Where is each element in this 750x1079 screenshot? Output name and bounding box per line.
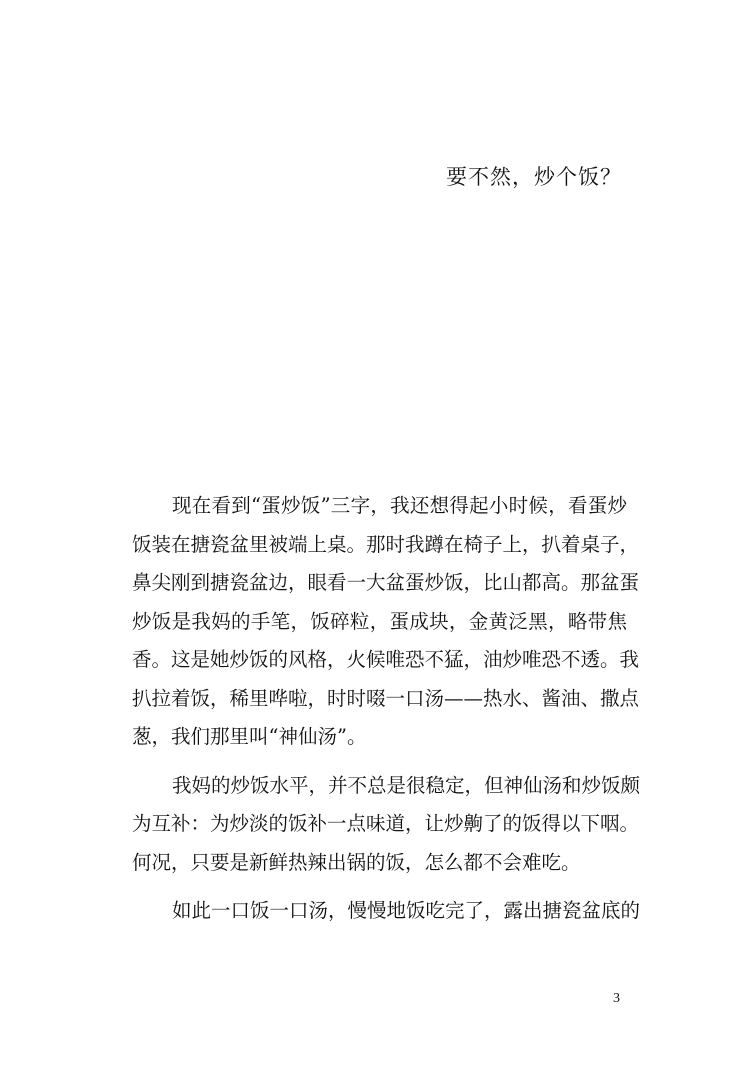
text-line: 炒饭是我妈的手笔，饭碎粒，蛋成块，金黄泛黑，略带焦 (132, 609, 627, 633)
paragraph-3 (132, 892, 641, 931)
body-text (132, 487, 641, 941)
text-line: 现在看到“蛋炒饭”三字，我还想得起小时候，看蛋炒 (172, 494, 627, 517)
page-number: 3 (613, 991, 620, 1006)
text-line: 为互补：为炒淡的饭补一点味道，让炒齁了的饭得以下咽。 (132, 812, 640, 835)
text-line: 何况，只要是新鲜热辣出锅的饭，怎么都不会难吃。 (132, 850, 581, 874)
text-line: 香。这是她炒饭的风格，火候唯恐不猛，油炒唯恐不透。我 (132, 648, 640, 671)
paragraph-2 (132, 767, 641, 883)
chapter-title: 要不然，炒个饭？ (446, 165, 622, 189)
text-line: 饭装在搪瓷盆里被端上桌。那时我蹲在椅子上，扒着桌子， (132, 532, 640, 556)
paragraph-1 (132, 487, 640, 757)
text-line: 葱，我们那里叫“神仙汤”。 (132, 725, 367, 748)
text-line: 扒拉着饭，稀里哗啦，时时啜一口汤——热水、酱油、撒点 (132, 686, 640, 710)
text-line: 我妈的炒饭水平，并不总是很稳定，但神仙汤和炒饭颇 (172, 773, 641, 797)
text-line: 鼻尖刚到搪瓷盆边，眼看一大盆蛋炒饭，比山都高。那盆蛋 (132, 571, 640, 594)
text-line: 如此一口饭一口汤，慢慢地饭吃完了，露出搪瓷盆底的 (172, 899, 641, 922)
